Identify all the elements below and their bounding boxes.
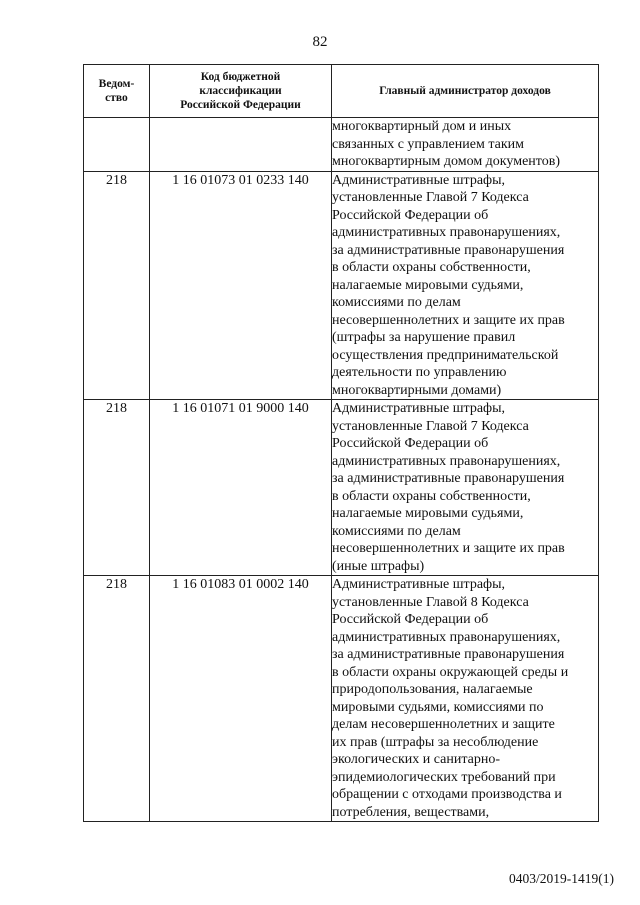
code-cell <box>150 118 332 172</box>
table-row <box>84 171 599 400</box>
code-cell: 1 16 01073 01 0233 140 <box>150 171 332 400</box>
admin-description-cell <box>332 576 599 822</box>
document-id: 0403/2019-1419(1) <box>509 871 614 886</box>
description-line: административных правонарушениях, <box>332 629 561 645</box>
description-line: Административные штрафы, <box>332 401 506 416</box>
description-line: Российской Федерации об <box>332 207 489 223</box>
description-line: осуществления предпринимательской <box>332 347 559 363</box>
revenue-admin-table <box>83 64 599 822</box>
description-line: несовершеннолетних и защите их прав <box>332 312 565 328</box>
table-row <box>84 576 599 822</box>
description-line: комиссиями по делам <box>332 295 461 310</box>
description-line: административных правонарушениях, <box>332 453 561 469</box>
description-line: установленные Главой 7 Кодекса <box>332 190 529 205</box>
description-line: налагаемые мировыми судьями, <box>332 506 524 521</box>
dept-cell: 218 <box>84 400 150 576</box>
description-line: комиссиями по делам <box>332 523 461 539</box>
dept-cell <box>84 118 150 172</box>
description-line: многоквартирными домами) <box>332 382 502 398</box>
description-line: несовершеннолетних и защите их прав <box>332 541 565 556</box>
admin-description-cell <box>332 400 599 576</box>
table-row <box>84 400 599 576</box>
dept-cell: 218 <box>84 171 150 400</box>
description-line: (иные штрафы) <box>332 558 425 574</box>
description-line: многоквартирным домом документов) <box>332 154 560 169</box>
table-row <box>84 118 599 172</box>
description-line: Административные штрафы, <box>332 577 506 592</box>
admin-description-cell <box>332 118 599 172</box>
description-line: эпидемиологических требований при <box>332 769 556 785</box>
description-line: установленные Главой 8 Кодекса <box>332 594 529 610</box>
header-admin: Главный администратор доходов <box>332 65 599 118</box>
description-line: за административные правонарушения <box>332 471 565 486</box>
description-line: в области охраны собственности, <box>332 260 531 275</box>
description-line: делам несовершеннолетних и защите <box>332 717 555 732</box>
code-cell: 1 16 01071 01 9000 140 <box>150 400 332 576</box>
description-line: административных правонарушениях, <box>332 225 561 240</box>
description-line: экологических и санитарно- <box>332 752 500 767</box>
description-line: Российской Федерации об <box>332 436 489 451</box>
description-line: их прав (штрафы за несоблюдение <box>332 734 539 750</box>
description-line: Российской Федерации об <box>332 612 489 627</box>
header-dept: Ведом- ство <box>84 65 150 118</box>
description-line: обращении с отходами производства и <box>332 787 562 802</box>
header-code: Код бюджетной классификации Российской Федерации <box>150 65 332 118</box>
dept-cell: 218 <box>84 576 150 822</box>
table-header-row <box>84 65 599 118</box>
description-line: мировыми судьями, комиссиями по <box>332 699 544 715</box>
description-line: за административные правонарушения <box>332 242 565 258</box>
description-line: (штрафы за нарушение правил <box>332 330 516 345</box>
description-line: потребления, веществами, <box>332 804 490 820</box>
description-line: установленные Главой 7 Кодекса <box>332 418 529 434</box>
page-number: 82 <box>312 34 328 50</box>
description-line: налагаемые мировыми судьями, <box>332 277 524 293</box>
description-line: связанных с управлением таким <box>332 136 524 152</box>
description-line: деятельности по управлению <box>332 365 507 380</box>
description-line: многоквартирный дом и иных <box>332 119 512 134</box>
description-line: в области охраны собственности, <box>332 488 531 504</box>
description-line: в области охраны окружающей среды и <box>332 664 569 680</box>
code-cell: 1 16 01083 01 0002 140 <box>150 576 332 822</box>
description-line: природопользования, налагаемые <box>332 682 533 697</box>
admin-description-cell <box>332 171 599 400</box>
description-line: Административные штрафы, <box>332 172 506 188</box>
description-line: за административные правонарушения <box>332 647 565 662</box>
